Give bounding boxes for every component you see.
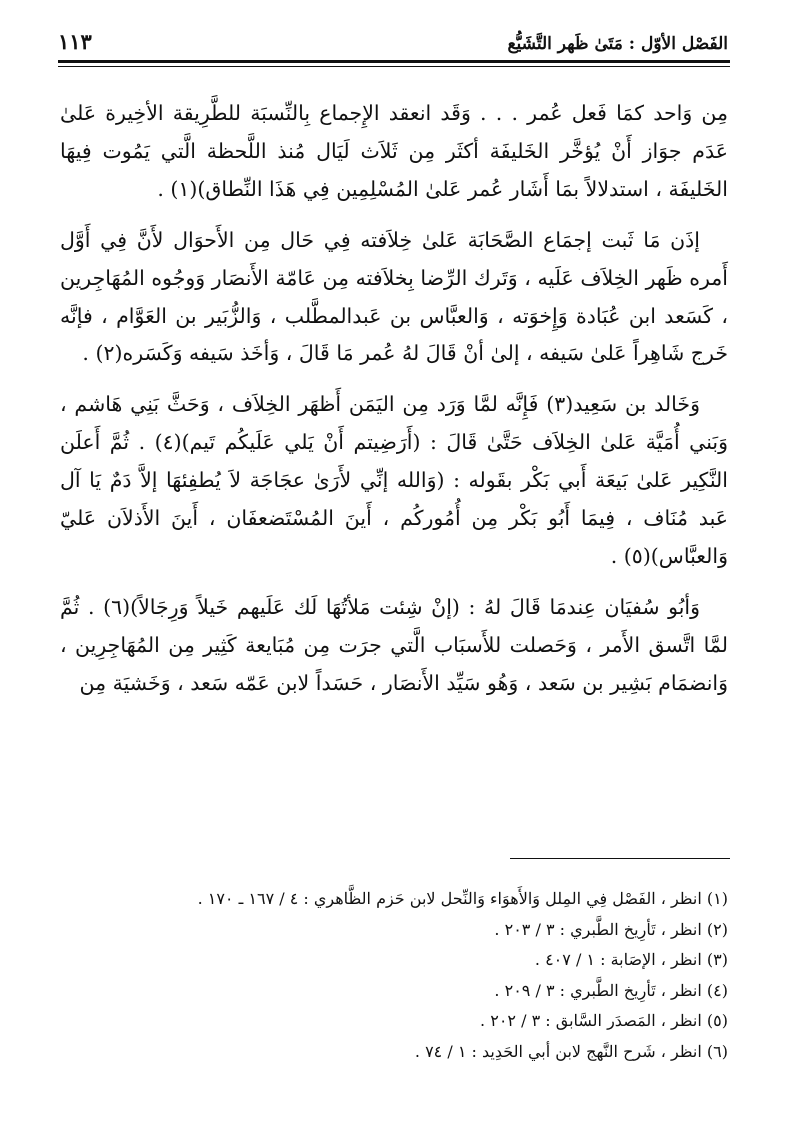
footnote: (٤) انظر ، تَأرِيخ الطَّبري : ٣ / ٢٠٩ . (494, 980, 728, 1000)
paragraph: إذَن مَا ثَبت إجمَاع الصَّحَابَة عَلىٰ خِلاَفته فِي حَال مِن الأَحوَال لأَنَّ فِي أَوَّل أَمره ظَهر الخِلاَف عَلَيه ، وَتَرك الرِّضا بِخلاَفته مِن عَامّة الأَنصَار وَوجُوه المُهَاجِرين ، كَسَعد ابن عُبَادة وَإِخوَته ، وَالعبَّاس بن عَبدالمطَّلب ، وَالزُّبَير بن العَوَّام ، فإنَّه خَرج شَاهِراً عَلىٰ سَيفه ، إلىٰ أنْ قَالَ لهُ عُمر مَا قَالَ ، وَأخَذ سَيفه وَكَسَره(٢) . (60, 227, 728, 366)
footnote: (٥) انظر ، المَصدَر السَّابق : ٣ / ٢٠٢ . (480, 1011, 728, 1030)
page-number: ١١٣ (58, 28, 92, 54)
footnotes (197, 884, 728, 1067)
main-text (60, 95, 728, 716)
paragraph: وَأبُو سُفيَان عِندمَا قَالَ لهُ : (إنْ شِئت مَلأتُهَا لَك عَلَيهم خَيلاً وَرِجَالاً)(٦) . ثُمَّ لمَّا اتَّسق الأَمر ، وَحَصلت للأَسبَاب الَّتي جرَت مِن مُبَايعة كَثِير مِن المُهَاجِرِين ، وَانضمَام بَشِير بن سَعد ، وَهُو سَيِّد الأَنصَار ، حَسَداً لابن عَمّه سَعد ، وَخَشيَة مِن (60, 594, 728, 695)
footnote: (٢) انظر ، تَأرِيخ الطَّبري : ٣ / ٢٠٣ . (494, 919, 728, 939)
footnote: (١) انظر ، الفَصْل فِي المِلل وَالأَهوَاء وَالنِّحل لابن حَزم الظَّاهري : ٤ / ١٦٧ ـ ١٧٠ . (197, 889, 728, 908)
footnote-separator (510, 858, 730, 859)
page-header (58, 14, 728, 54)
header-rule (58, 60, 730, 67)
running-title: الفَصْل الأوّل : مَتَىٰ ظَهر التَّشَيُّع (507, 33, 728, 54)
footnote: (٦) انظر ، شَرح النَّهج لابن أبي الحَدِيد : ١ / ٧٤ . (414, 1041, 728, 1061)
paragraph: مِن وَاحد كمَا فَعل عُمر . . . وَقَد انعقد الإِجماع بِالنِّسبَة للطَّرِيقة الأخِيرة عَلىٰ عَدَم جوَاز أَنْ يُؤخَّر الخَليفَة أكثَر مِن ثَلاَث لَيَال مُنذ اللَّحظة الَّتي يَمُوت فِيهَا الخَليفَة ، استدلالاً بمَا أَشَار عُمر عَلىٰ المُسْلِمِين فِي هَذَا النِّطاق)(١) . (60, 101, 728, 201)
paragraph: وَخَالد بن سَعِيد(٣) فَإِنَّه لمَّا وَرَد مِن اليَمَن أَظهَر الخِلاَف ، وَحَثَّ بَنِي هَاشم ، وَبَني أُمَيَّة عَلىٰ الخِلاَف حَتَّىٰ قَالَ : (أَرَضِيتم أَنْ يَلي عَلَيكُم تَيم)(٤) . ثُمَّ أَعلَن النَّكِير عَلىٰ بَيعَة أَبي بَكْر بقَوله : (وَالله إنِّي لأَرَىٰ عجَاجَة لاَ يُطفِئهَا إلاَّ دَمٌ يَا آل عَبد مُنَاف ، فِيمَا أَبُو بَكْر مِن أُمُوركُم ، أَينَ المُسْتَضعفَان ، أَينَ الأَذلاَن عَليّ وَالعبَّاس)(٥) . (60, 392, 729, 568)
footnote: (٣) انظر ، الإصَابة : ١ / ٤٠٧ . (534, 950, 728, 969)
